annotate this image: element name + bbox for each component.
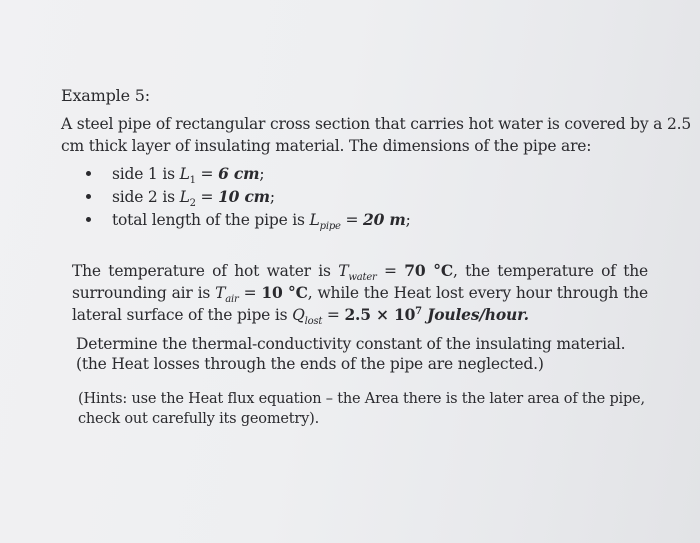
intro-line-2: cm thick layer of insulating material. The dimensions of the pipe are: (61, 137, 592, 155)
bullet-icon (86, 194, 91, 199)
pipe-dimensions-list (86, 162, 411, 231)
list-item: total length of the pipe is $L_{pipe} = 20$ m; (86, 208, 411, 231)
hints-line-2: check out carefully its geometry). (78, 411, 319, 427)
temperature-paragraph: The temperature of hot water is $T_{water} = 70$ °C, the temperature of the surrounding air is $T_{air} = 10$ °C, while the Heat lost every hour through the lateral surface of the pipe is $Q_{lost} = 2.5 \times 10^7$ Joules/hour. (72, 261, 649, 328)
hints-line-1: (Hints: use the Heat flux equation – the Area there is the later area of the pipe, (78, 391, 645, 407)
task-paragraph (76, 334, 636, 374)
list-item: side 1 is $L_1 = 6$ cm; (86, 162, 411, 185)
list-item: side 2 is $L_2 = 10$ cm; (86, 185, 411, 208)
bullet-icon (86, 171, 91, 176)
bullet-icon (86, 217, 91, 222)
intro-line-1: A steel pipe of rectangular cross section that carries hot water is covered by a 2.5 (61, 115, 691, 133)
task-line-2: (the Heat losses through the ends of the pipe are neglected.) (76, 355, 544, 373)
task-line-1: Determine the thermal-conductivity constant of the insulating material. (76, 335, 626, 353)
example-title: Example 5: (61, 86, 150, 105)
hints-paragraph (78, 389, 648, 429)
problem-intro (61, 113, 691, 157)
